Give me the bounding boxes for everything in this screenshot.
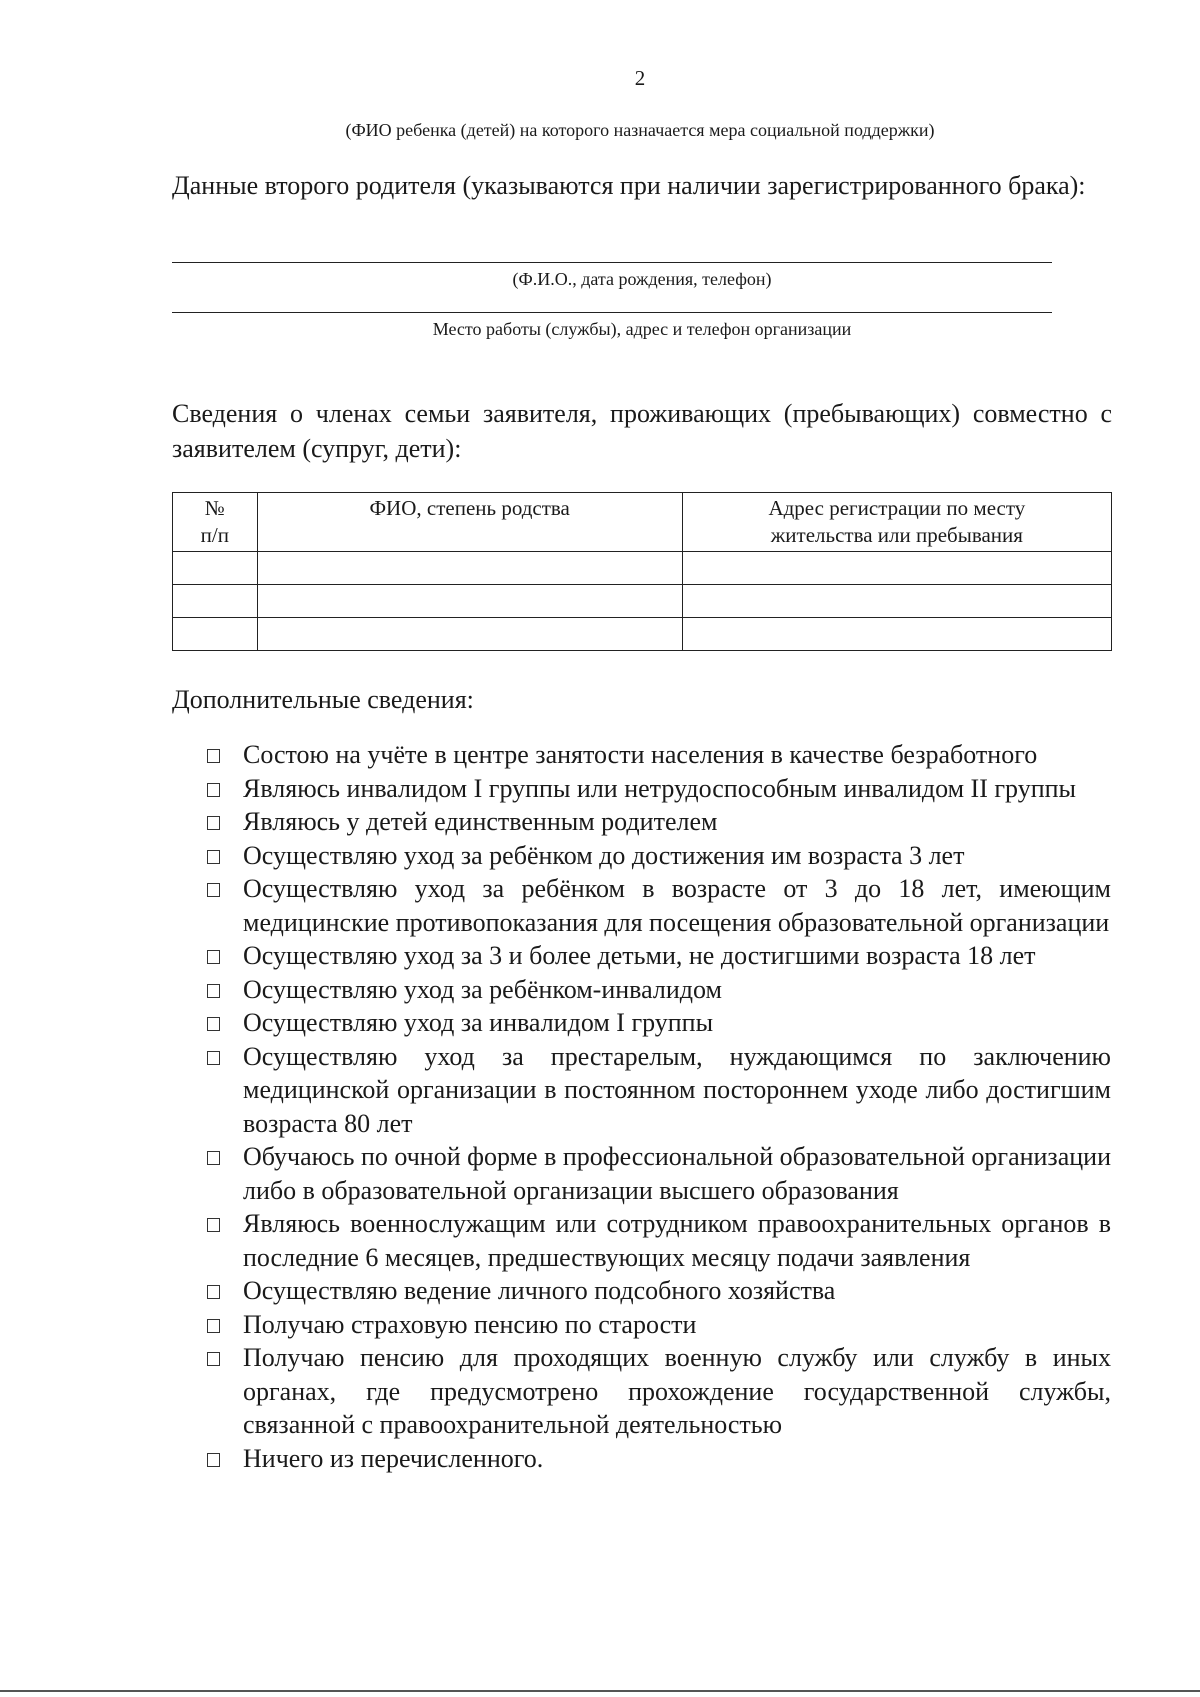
table-row bbox=[173, 585, 1112, 618]
header-number-line1: № bbox=[204, 496, 225, 520]
table-cell-address[interactable] bbox=[682, 618, 1111, 651]
checklist-item-household-farm[interactable] bbox=[205, 1274, 1111, 1308]
checklist-item-full-time-student[interactable] bbox=[205, 1140, 1111, 1207]
checkbox[interactable] bbox=[207, 816, 220, 830]
checklist-item-three-children[interactable] bbox=[205, 939, 1111, 973]
checklist-item-old-age-pension[interactable] bbox=[205, 1308, 1111, 1342]
checklist-item-disabled[interactable] bbox=[205, 772, 1111, 806]
checklist-item-label: Обучаюсь по очной форме в профессиональной образовательной организации либо в образовательной организации высшего образования bbox=[243, 1142, 1111, 1205]
checklist-item-label: Являюсь у детей единственным родителем bbox=[243, 807, 718, 836]
table-header-row bbox=[173, 493, 1112, 552]
header-number-line2: п/п bbox=[200, 523, 229, 547]
checklist-item-label: Осуществляю уход за ребёнком в возрасте от 3 до 18 лет, имеющим медицинские противопоказания для посещения образовательной организации bbox=[243, 874, 1111, 937]
checkbox[interactable] bbox=[207, 984, 220, 998]
family-members-title: Сведения о членах семьи заявителя, проживающих (пребывающих) совместно с заявителем (супруг, дети): bbox=[172, 399, 1112, 463]
checklist-item-label: Ничего из перечисленного. bbox=[243, 1443, 544, 1473]
checkbox[interactable] bbox=[207, 1218, 220, 1232]
checklist-item-label: Осуществляю уход за инвалидом I группы bbox=[243, 1008, 714, 1037]
checkbox[interactable] bbox=[207, 883, 220, 897]
checklist-item-elderly-care[interactable] bbox=[205, 1040, 1111, 1141]
checklist-item-label: Являюсь военнослужащим или сотрудником правоохранительных органов в последние 6 месяцев, предшествующих месяцу подачи заявления bbox=[243, 1209, 1111, 1272]
header-address bbox=[682, 493, 1111, 552]
header-number bbox=[173, 493, 258, 552]
checklist-item-none[interactable] bbox=[205, 1442, 1111, 1476]
second-parent-name-line[interactable] bbox=[172, 262, 1052, 263]
checklist-item-child-care-under-3[interactable] bbox=[205, 839, 1111, 873]
checklist-item-service-pension[interactable] bbox=[205, 1341, 1111, 1442]
checkbox[interactable] bbox=[207, 950, 220, 964]
header-address-line2: жительства или пребывания bbox=[770, 523, 1023, 547]
table-cell-name[interactable] bbox=[257, 552, 682, 585]
checklist-item-military[interactable] bbox=[205, 1207, 1111, 1274]
checklist-item-label: Состою на учёте в центре занятости населения в качестве безработного bbox=[243, 740, 1038, 769]
checkbox[interactable] bbox=[207, 1319, 220, 1333]
checklist-item-label: Осуществляю уход за ребёнком-инвалидом bbox=[243, 974, 722, 1004]
checklist-item-disabled-adult-care[interactable] bbox=[205, 1006, 1111, 1040]
header-name: ФИО, степень родства bbox=[257, 493, 682, 552]
checklist-item-label: Являюсь инвалидом I группы или нетрудоспособным инвалидом II группы bbox=[243, 773, 1076, 803]
page-number: 2 bbox=[634, 66, 646, 90]
checklist-item-label: Осуществляю уход за 3 и более детьми, не достигшими возраста 18 лет bbox=[243, 941, 1036, 970]
checkbox[interactable] bbox=[207, 1285, 220, 1299]
checkbox[interactable] bbox=[207, 1453, 220, 1467]
checklist-item-label: Осуществляю ведение личного подсобного хозяйства bbox=[243, 1276, 836, 1305]
additional-info-checklist bbox=[205, 738, 1111, 1475]
checkbox[interactable] bbox=[207, 1017, 220, 1031]
child-name-caption: (ФИО ребенка (детей) на которого назначается мера социальной поддержки) bbox=[345, 120, 935, 140]
table-row bbox=[173, 618, 1112, 651]
table-cell-address[interactable] bbox=[682, 552, 1111, 585]
table-row bbox=[173, 552, 1112, 585]
checklist-item-label: Получаю страховую пенсию по старости bbox=[243, 1309, 697, 1339]
checkbox[interactable] bbox=[207, 1352, 220, 1366]
checkbox[interactable] bbox=[207, 749, 220, 763]
checklist-item-single-parent[interactable] bbox=[205, 805, 1111, 839]
table-cell-number[interactable] bbox=[173, 618, 258, 651]
checklist-item-child-care-3-18[interactable] bbox=[205, 872, 1111, 939]
table-cell-number[interactable] bbox=[173, 552, 258, 585]
checklist-item-label: Осуществляю уход за престарелым, нуждающимся по заключению медицинской организации в постоянном постороннем уходе либо достигшим возраста 80 лет bbox=[243, 1041, 1111, 1138]
checklist-item-label: Получаю пенсию для проходящих военную службу или службу в иных органах, где предусмотрено прохождение государственной службы, связанной с правоохранительной деятельностью bbox=[243, 1343, 1111, 1439]
checkbox[interactable] bbox=[207, 1151, 220, 1165]
family-members-table bbox=[172, 492, 1112, 651]
checklist-item-label: Осуществляю уход за ребёнком до достижения им возраста 3 лет bbox=[243, 840, 965, 870]
page-bottom-edge bbox=[0, 1690, 1200, 1692]
second-parent-name-caption: (Ф.И.О., дата рождения, телефон) bbox=[512, 269, 772, 289]
second-parent-work-caption: Место работы (службы), адрес и телефон организации bbox=[432, 319, 852, 339]
table-cell-name[interactable] bbox=[257, 585, 682, 618]
table-cell-name[interactable] bbox=[257, 618, 682, 651]
table-cell-number[interactable] bbox=[173, 585, 258, 618]
second-parent-title: Данные второго родителя (указываются при наличии зарегистрированного брака): bbox=[172, 171, 1086, 200]
additional-info-title: Дополнительные сведения: bbox=[172, 685, 474, 714]
checklist-item-disabled-child-care[interactable] bbox=[205, 973, 1111, 1007]
checkbox[interactable] bbox=[207, 850, 220, 864]
checkbox[interactable] bbox=[207, 783, 220, 797]
checkbox[interactable] bbox=[207, 1051, 220, 1065]
checklist-item-unemployed[interactable] bbox=[205, 738, 1111, 772]
second-parent-work-line[interactable] bbox=[172, 312, 1052, 313]
table-cell-address[interactable] bbox=[682, 585, 1111, 618]
header-address-line1: Адрес регистрации по месту bbox=[768, 496, 1026, 520]
